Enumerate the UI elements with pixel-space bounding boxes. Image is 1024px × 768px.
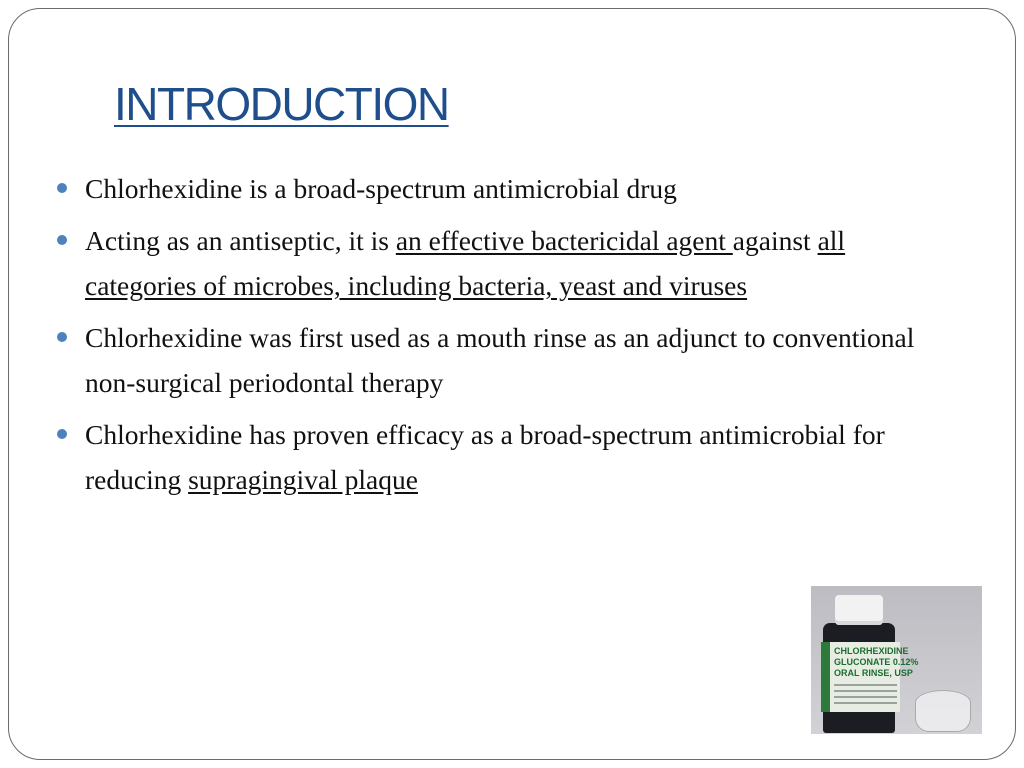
medicine-cup <box>915 690 971 732</box>
bottle-label <box>821 642 919 712</box>
underlined-phrase: all categories of microbes, including bacteria, yeast and viruses <box>85 225 846 301</box>
bullet-item <box>57 166 962 211</box>
underlined-phrase: an effective bactericidal agent <box>395 225 733 256</box>
bottle-label-line: CHLORHEXIDINE <box>834 646 909 656</box>
slide-title: INTRODUCTION <box>114 78 449 130</box>
label-fine-print <box>834 702 897 704</box>
bullet-item <box>57 315 962 405</box>
bottle-label-line: ORAL RINSE, USP <box>834 668 913 678</box>
bullet-item <box>57 412 962 502</box>
bullet-text: Chlorhexidine has proven efficacy as a broad-spectrum antimicrobial for reducing <box>85 419 885 495</box>
bullet-icon <box>57 429 67 439</box>
bullet-list <box>57 166 962 509</box>
bullet-text: Chlorhexidine was first used as a mouth rinse as an adjunct to conventional non-surgical periodontal therapy <box>85 322 915 398</box>
bullet-icon <box>57 332 67 342</box>
bullet-text: against <box>732 225 818 256</box>
bullet-text: Acting as an antiseptic, it is <box>85 225 396 256</box>
label-fine-print <box>834 684 897 686</box>
bullet-item <box>57 218 962 308</box>
bullet-icon <box>57 235 67 245</box>
chlorhexidine-bottle-photo <box>811 586 982 734</box>
label-fine-print <box>834 690 897 692</box>
slide-frame <box>8 8 1016 760</box>
underlined-phrase: supragingival plaque <box>188 464 418 495</box>
bottle-label-line: GLUCONATE 0.12% <box>834 657 919 667</box>
bullet-icon <box>57 183 67 193</box>
label-fine-print <box>834 696 897 698</box>
bottle-cap <box>835 595 883 625</box>
bullet-text: Chlorhexidine is a broad-spectrum antimicrobial drug <box>85 173 677 204</box>
